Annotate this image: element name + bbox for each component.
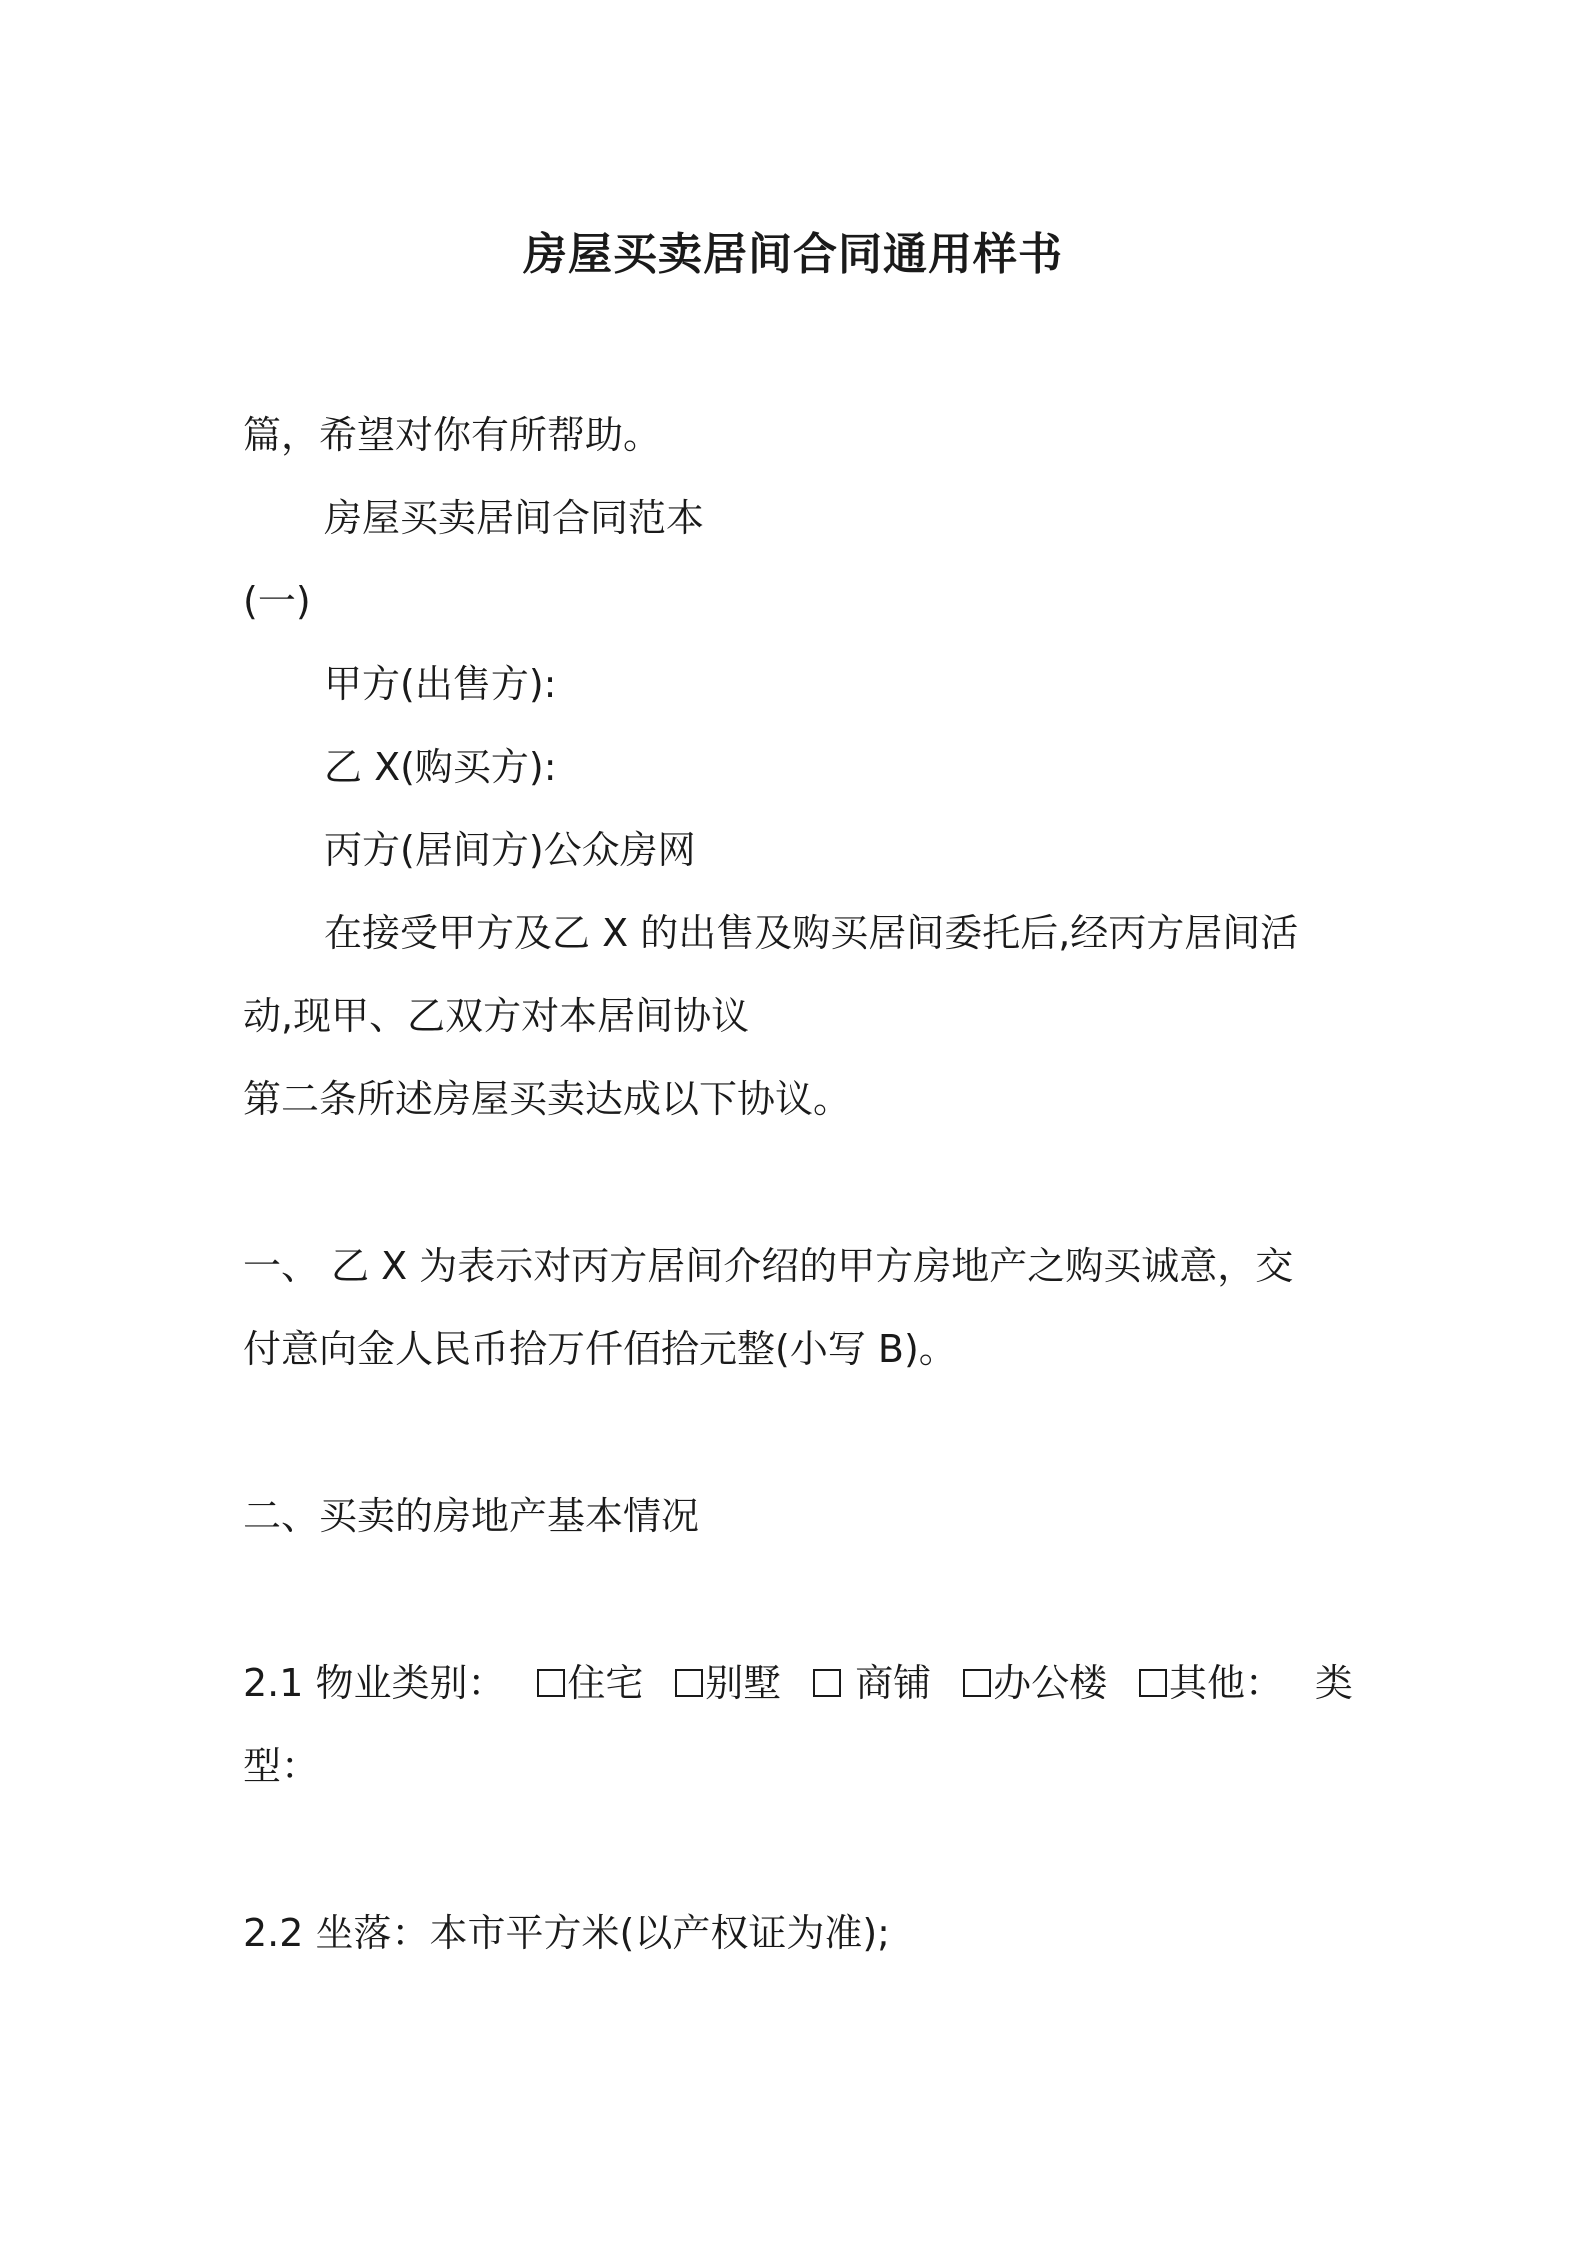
document-title: 房屋买卖居间合同通用样书 (523, 229, 1063, 280)
item-2-2-line: 2.2 坐落：本市平方米(以产权证为准); (243, 1911, 890, 1955)
item-2-1-tail: 类 (1314, 1661, 1353, 1705)
option-residential[interactable] (537, 1658, 643, 1708)
item-2-1-line-1 (243, 1658, 1353, 1708)
option-label: 住宅 (567, 1661, 644, 1705)
option-label: 其他： (1169, 1661, 1284, 1705)
clause-1-line-1: 一、 乙 X 为表示对丙方居间介绍的甲方房地产之购买诚意，交 (243, 1244, 1294, 1288)
option-villa[interactable] (675, 1658, 781, 1708)
clause-1-line-2: 付意向金人民币拾万仟佰拾元整(小写 B)。 (243, 1327, 957, 1371)
item-2-1-label: 2.1 物业类别： (243, 1661, 506, 1705)
checkbox-icon[interactable] (537, 1669, 565, 1697)
paragraph-1-line-1: 在接受甲方及乙 X 的出售及购买居间委托后,经丙方居间活 (324, 911, 1299, 955)
checkbox-icon[interactable] (963, 1669, 991, 1697)
option-office[interactable] (963, 1658, 1107, 1708)
checkbox-icon[interactable] (675, 1669, 703, 1697)
party-a-line: 甲方(出售方): (324, 662, 557, 706)
party-b-line: 乙 X(购买方): (324, 745, 557, 789)
option-label: 别墅 (705, 1661, 782, 1705)
subtitle-text: 房屋买卖居间合同范本 (324, 496, 705, 540)
option-other[interactable] (1139, 1658, 1283, 1708)
paragraph-1-line-3: 第二条所述房屋买卖达成以下协议。 (243, 1077, 852, 1121)
option-label: 商铺 (843, 1661, 932, 1705)
clause-2-heading: 二、买卖的房地产基本情况 (243, 1494, 700, 1538)
checkbox-icon[interactable] (813, 1669, 841, 1697)
checkbox-icon[interactable] (1139, 1669, 1167, 1697)
option-label: 办公楼 (993, 1661, 1108, 1705)
item-2-1-line-2: 型： (243, 1744, 320, 1788)
intro-text: 篇，希望对你有所帮助。 (243, 413, 662, 457)
section-one-marker: (一) (243, 579, 311, 623)
option-shop[interactable] (813, 1658, 931, 1708)
paragraph-1-line-2: 动,现甲、乙双方对本居间协议 (243, 994, 750, 1038)
party-c-line: 丙方(居间方)公众房网 (324, 828, 696, 872)
